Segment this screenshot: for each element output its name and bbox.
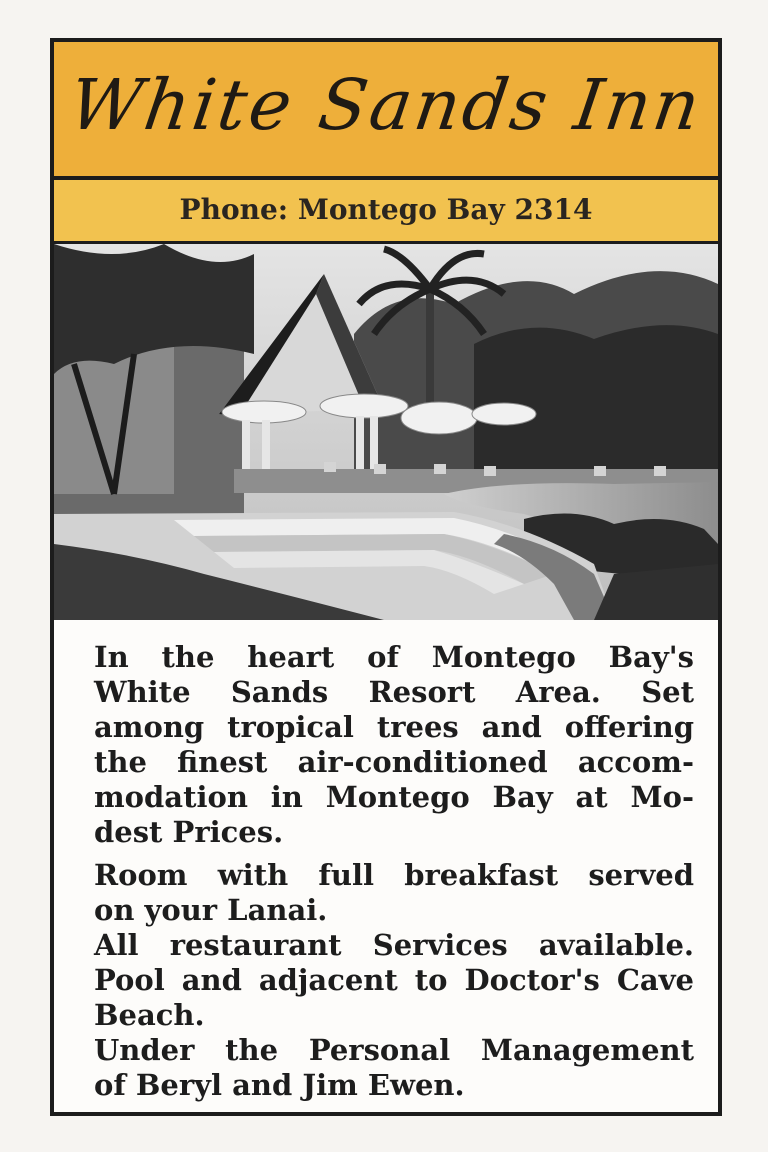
text-line: White Sands Resort Area. Set [94,675,694,709]
title-banner [54,42,718,180]
text-line: among tropical trees and offering [94,710,694,744]
text-line: the finest air-conditioned accom- [94,745,694,779]
phone-number: Phone: Montego Bay 2314 [179,193,593,226]
text-line: on your Lanai. [94,893,328,927]
text-line: of Beryl and Jim Ewen. [94,1068,465,1102]
text-line: All restaurant Services available. [94,928,694,962]
phone-banner [54,180,718,244]
text-line: Beach. [94,998,205,1032]
text-line: dest Prices. [94,815,284,849]
text-line: Pool and adjacent to Doctor's Cave [94,963,694,997]
description-text [94,640,694,1103]
text-line: In the heart of Montego Bay's [94,640,694,674]
text-line: modation in Montego Bay at Mo- [94,780,694,814]
text-line: Under the Personal Management [94,1033,694,1067]
inn-title: White Sands Inn [64,64,708,146]
advertisement [50,38,722,1116]
text-line: Room with full breakfast served [94,858,694,892]
hotel-pool-photo [54,244,718,620]
